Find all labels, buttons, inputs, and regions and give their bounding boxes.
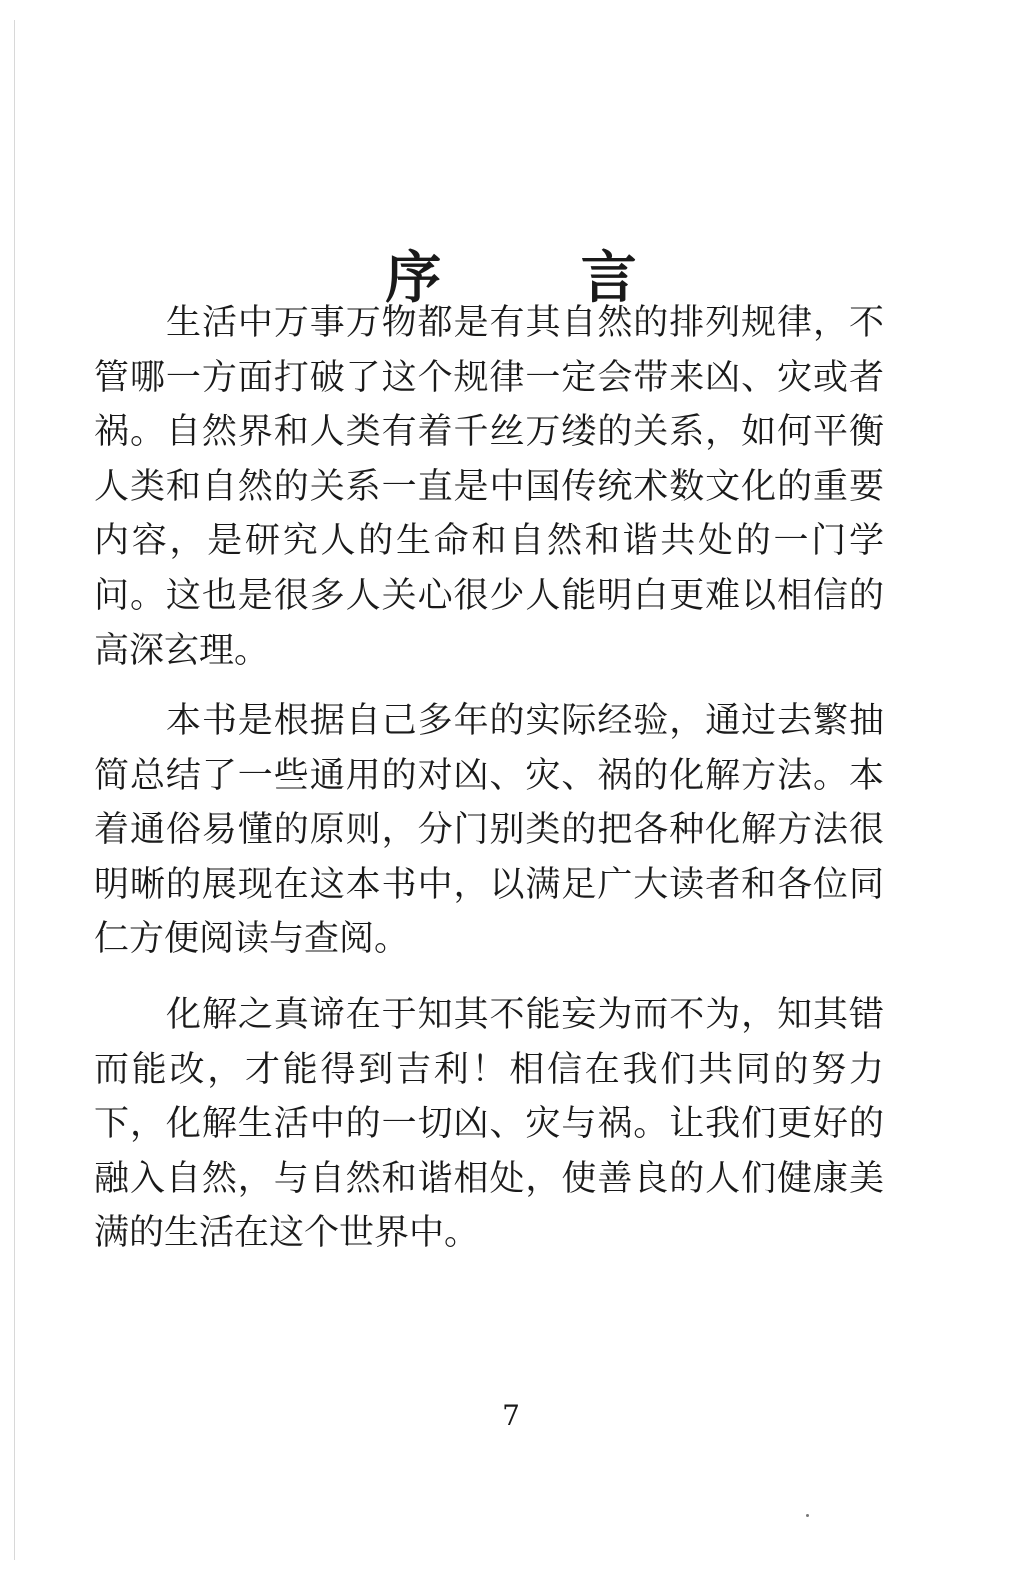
scan-speck: [806, 1514, 809, 1517]
page-title: 序 言: [385, 244, 697, 311]
paragraph-1: 生活中万事万物都是有其自然的排列规律，不管哪一方面打破了这个规律一定会带来凶、灾或者祸。自然界和人类有着千丝万缕的关系，如何平衡人类和自然的关系一直是中国传统术数文化的重要内容，是研究人的生命和自然和谐共处的一门学问。这也是很多人关心很少人能明白更难以相信的高深玄理。: [94, 303, 884, 671]
paragraph-2: 本书是根据自己多年的实际经验，通过去繁抽简总结了一些通用的对凶、灾、祸的化解方法。本着通俗易懂的原则，分门别类的把各种化解方法很明晰的展现在这本书中，以满足广大读者和各位同仁方便阅读与查阅。: [94, 701, 884, 960]
paragraph-3: 化解之真谛在于知其不能妄为而不为，知其错而能改，才能得到吉利！相信在我们共同的努力下，化解生活中的一切凶、灾与祸。让我们更好的融入自然，与自然和谐相处，使善良的人们健康美满的生活在这个世界中。: [94, 995, 884, 1254]
page-number: 7: [502, 1399, 520, 1432]
